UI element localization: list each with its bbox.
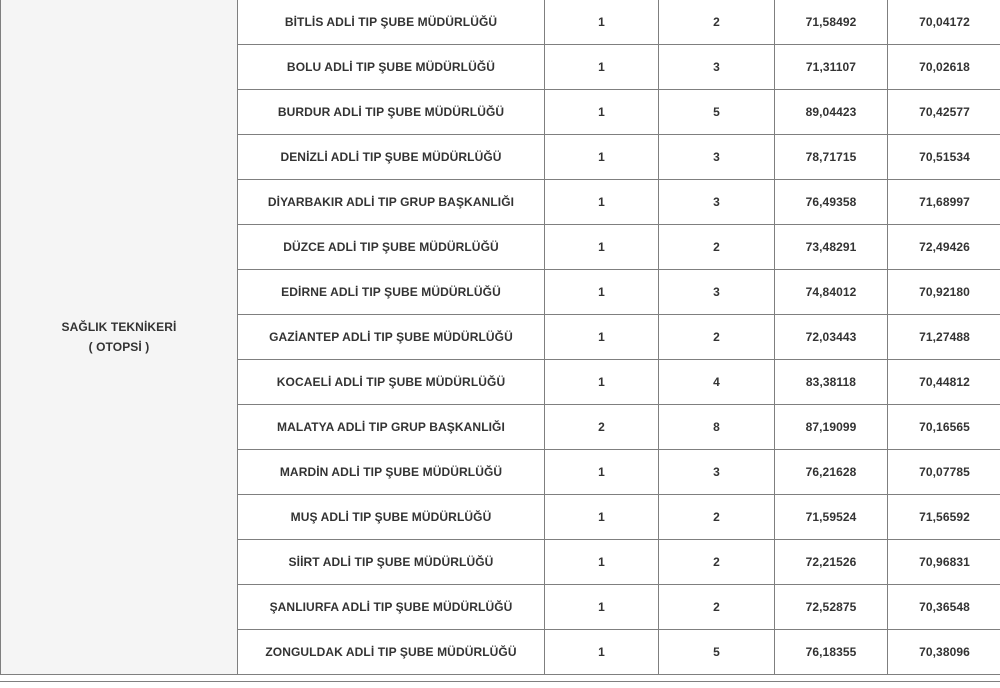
position-subtitle: ( OTOPSİ ) xyxy=(88,340,150,354)
max-score-cell: 74,84012 xyxy=(775,270,888,315)
min-score-cell: 70,02618 xyxy=(888,45,1000,90)
min-score-cell: 70,36548 xyxy=(888,585,1000,630)
applicants-cell: 2 xyxy=(659,225,775,270)
applicants-cell: 8 xyxy=(659,405,775,450)
unit-name-cell: DÜZCE ADLİ TIP ŞUBE MÜDÜRLÜĞÜ xyxy=(238,225,545,270)
unit-name-cell: GAZİANTEP ADLİ TIP ŞUBE MÜDÜRLÜĞÜ xyxy=(238,315,545,360)
max-score-cell: 76,21628 xyxy=(775,450,888,495)
min-score-cell: 70,92180 xyxy=(888,270,1000,315)
quota-cell: 2 xyxy=(545,405,659,450)
min-score-cell: 70,38096 xyxy=(888,630,1000,675)
quota-cell: 1 xyxy=(545,450,659,495)
quota-cell: 1 xyxy=(545,540,659,585)
unit-name-cell: MALATYA ADLİ TIP GRUP BAŞKANLIĞI xyxy=(238,405,545,450)
unit-name-cell: ŞANLIURFA ADLİ TIP ŞUBE MÜDÜRLÜĞÜ xyxy=(238,585,545,630)
quota-cell: 1 xyxy=(545,45,659,90)
unit-name-cell: BİTLİS ADLİ TIP ŞUBE MÜDÜRLÜĞÜ xyxy=(238,0,545,45)
applicants-cell: 2 xyxy=(659,315,775,360)
quota-cell: 1 xyxy=(545,360,659,405)
results-table-body xyxy=(1,0,1000,675)
max-score-cell: 71,59524 xyxy=(775,495,888,540)
min-score-cell: 70,42577 xyxy=(888,90,1000,135)
unit-name-cell: ZONGULDAK ADLİ TIP ŞUBE MÜDÜRLÜĞÜ xyxy=(238,630,545,675)
max-score-cell: 87,19099 xyxy=(775,405,888,450)
max-score-cell: 83,38118 xyxy=(775,360,888,405)
min-score-cell: 70,96831 xyxy=(888,540,1000,585)
unit-name-cell: DENİZLİ ADLİ TIP ŞUBE MÜDÜRLÜĞÜ xyxy=(238,135,545,180)
unit-name-cell: BURDUR ADLİ TIP ŞUBE MÜDÜRLÜĞÜ xyxy=(238,90,545,135)
max-score-cell: 73,48291 xyxy=(775,225,888,270)
min-score-cell: 72,49426 xyxy=(888,225,1000,270)
applicants-cell: 2 xyxy=(659,0,775,45)
applicants-cell: 2 xyxy=(659,585,775,630)
quota-cell: 1 xyxy=(545,90,659,135)
quota-cell: 1 xyxy=(545,495,659,540)
applicants-cell: 3 xyxy=(659,135,775,180)
max-score-cell: 71,58492 xyxy=(775,0,888,45)
table-row xyxy=(1,0,1000,45)
quota-cell: 1 xyxy=(545,585,659,630)
quota-cell: 1 xyxy=(545,315,659,360)
quota-cell: 1 xyxy=(545,270,659,315)
quota-cell: 1 xyxy=(545,630,659,675)
min-score-cell: 70,07785 xyxy=(888,450,1000,495)
position-title: SAĞLIK TEKNİKERİ xyxy=(61,320,177,334)
min-score-cell: 70,44812 xyxy=(888,360,1000,405)
applicants-cell: 4 xyxy=(659,360,775,405)
applicants-cell: 2 xyxy=(659,495,775,540)
table-bottom-divider xyxy=(0,681,1000,688)
max-score-cell: 71,31107 xyxy=(775,45,888,90)
min-score-cell: 70,04172 xyxy=(888,0,1000,45)
min-score-cell: 70,16565 xyxy=(888,405,1000,450)
unit-name-cell: MUŞ ADLİ TIP ŞUBE MÜDÜRLÜĞÜ xyxy=(238,495,545,540)
unit-name-cell: DİYARBAKIR ADLİ TIP GRUP BAŞKANLIĞI xyxy=(238,180,545,225)
max-score-cell: 89,04423 xyxy=(775,90,888,135)
quota-cell: 1 xyxy=(545,0,659,45)
min-score-cell: 70,51534 xyxy=(888,135,1000,180)
max-score-cell: 76,18355 xyxy=(775,630,888,675)
unit-name-cell: EDİRNE ADLİ TIP ŞUBE MÜDÜRLÜĞÜ xyxy=(238,270,545,315)
applicants-cell: 5 xyxy=(659,630,775,675)
applicants-cell: 3 xyxy=(659,270,775,315)
applicants-cell: 5 xyxy=(659,90,775,135)
unit-name-cell: SİİRT ADLİ TIP ŞUBE MÜDÜRLÜĞÜ xyxy=(238,540,545,585)
quota-cell: 1 xyxy=(545,180,659,225)
applicants-cell: 3 xyxy=(659,180,775,225)
unit-name-cell: MARDİN ADLİ TIP ŞUBE MÜDÜRLÜĞÜ xyxy=(238,450,545,495)
max-score-cell: 72,52875 xyxy=(775,585,888,630)
applicants-cell: 3 xyxy=(659,45,775,90)
min-score-cell: 71,27488 xyxy=(888,315,1000,360)
quota-cell: 1 xyxy=(545,135,659,180)
max-score-cell: 78,71715 xyxy=(775,135,888,180)
unit-name-cell: BOLU ADLİ TIP ŞUBE MÜDÜRLÜĞÜ xyxy=(238,45,545,90)
max-score-cell: 76,49358 xyxy=(775,180,888,225)
quota-cell: 1 xyxy=(545,225,659,270)
applicants-cell: 2 xyxy=(659,540,775,585)
applicants-cell: 3 xyxy=(659,450,775,495)
max-score-cell: 72,21526 xyxy=(775,540,888,585)
min-score-cell: 71,68997 xyxy=(888,180,1000,225)
position-title-cell xyxy=(1,0,238,675)
min-score-cell: 71,56592 xyxy=(888,495,1000,540)
max-score-cell: 72,03443 xyxy=(775,315,888,360)
unit-name-cell: KOCAELİ ADLİ TIP ŞUBE MÜDÜRLÜĞÜ xyxy=(238,360,545,405)
